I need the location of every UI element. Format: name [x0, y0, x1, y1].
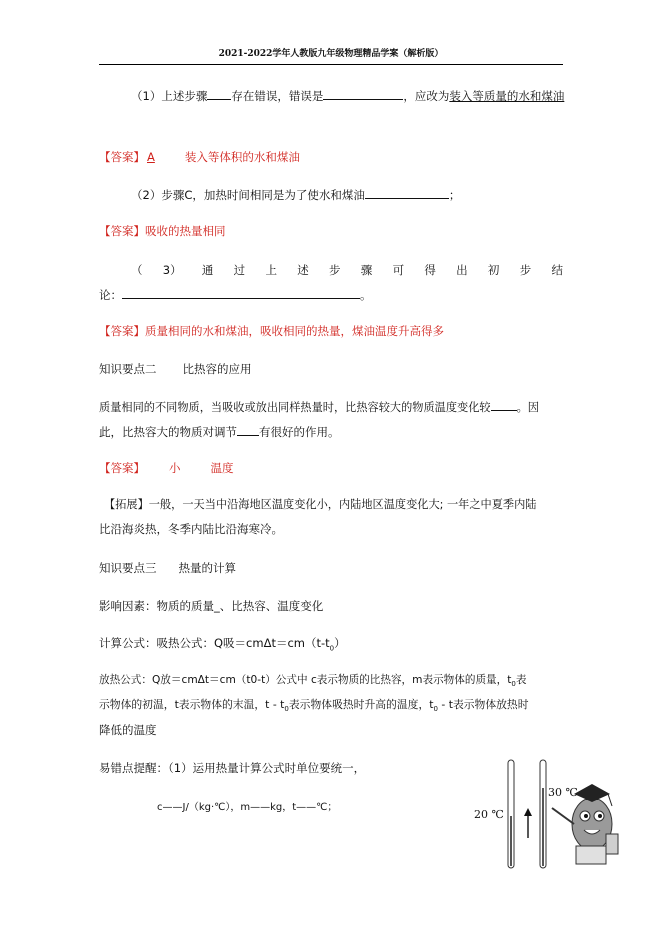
factors-text: 物质的质量_、比热容、温度变化 — [156, 599, 324, 613]
knowledge-point-3 — [99, 560, 236, 576]
section-name: 热量的计算 — [178, 561, 236, 575]
formula2-subscript: 0 — [433, 705, 438, 714]
q3-char: 结 — [551, 263, 563, 277]
formula2-text: - t表示物体放热时 — [437, 698, 529, 711]
formula2-subscript: 0 — [284, 705, 289, 714]
formula-absorb — [99, 635, 346, 656]
section-title: 知识要点三 — [99, 561, 157, 575]
q1-prefix: （1）上述步骤 — [131, 89, 208, 103]
k2p-text: 。因 — [516, 401, 539, 414]
question-3-line-2 — [99, 286, 372, 303]
q3-char: （ — [131, 263, 143, 277]
knowledge-point-2 — [99, 361, 252, 377]
answer-1-a: A — [147, 150, 155, 164]
k2-paragraph-line-2 — [99, 423, 340, 440]
q1-fix: 装入等质量的水和煤油 — [449, 89, 565, 103]
tips-line-2: c——J/（kg·℃），m——kg，t——℃； — [157, 802, 338, 813]
formula-text: 吸热公式：Q吸＝cmΔt＝cm（t-t — [156, 636, 330, 650]
answer-2-text: 吸收的热量相同 — [145, 224, 226, 238]
answer-tag: 【答案】 — [99, 324, 145, 338]
answer-4-b: 温度 — [210, 461, 234, 475]
answer-3-text: 质量相同的水和煤油，吸收相同的热量，煤油温度升高得多 — [145, 324, 444, 338]
answer-3 — [99, 323, 444, 339]
q3-char: 过 — [233, 263, 246, 277]
formula-end: ） — [334, 636, 346, 650]
formula-subscript: 0 — [329, 644, 335, 653]
q2-text: （2）步骤C，加热时间相同是为了使水和煤油 — [131, 188, 365, 202]
q3-char: 通 — [201, 263, 214, 277]
blank-k2-1 — [491, 398, 517, 411]
q2-end: ； — [448, 188, 461, 202]
thermometer-illustration — [470, 758, 630, 870]
formula2-text: 表示物体吸热时升高的温度，t — [288, 698, 434, 711]
q3-char: 得 — [424, 263, 436, 277]
k2p-text: 此，比热容大的物质对调节 — [99, 425, 237, 439]
q1-mid: 存在错误，错误是 — [231, 89, 324, 103]
q3-char: 出 — [456, 263, 468, 277]
right-temperature-label: 30 ℃ — [548, 786, 578, 799]
q1-suffix: ，应改为 — [403, 89, 450, 103]
q3-char: 上 — [265, 263, 277, 277]
q3-char: 骤 — [360, 263, 373, 277]
influencing-factors — [99, 598, 323, 614]
formula-release-line-1 — [99, 672, 526, 692]
blank-q3 — [122, 286, 360, 299]
k2-paragraph-line-1 — [99, 398, 539, 416]
extension-line-2: 比沿海炎热，冬季内陆比沿海寒冷。 — [99, 522, 283, 536]
q3-char: 可 — [392, 263, 405, 277]
formula2-text: 表 — [515, 674, 527, 686]
formula2-text: 放热公式：Q放＝cmΔt＝cm（t0-t）公式中 c表示物质的比热容，m表示物体的质量，t — [99, 674, 512, 686]
q3-char: 步 — [329, 263, 341, 277]
answer-tag: 【答案】 — [99, 150, 145, 164]
blank-step — [207, 87, 231, 100]
answer-tag: 【答案】 — [99, 224, 145, 238]
answer-4 — [99, 460, 234, 476]
section-name: 比热容的应用 — [182, 362, 252, 376]
section-title: 知识要点二 — [99, 362, 157, 376]
formula-release-line-3: 降低的温度 — [99, 723, 157, 737]
question-3-line-1 — [131, 262, 563, 278]
q3-prefix: 论： — [99, 288, 122, 302]
formula2-text: 示物体的初温，t表示物体的末温，t - t — [99, 698, 285, 711]
answer-2 — [99, 223, 226, 239]
factors-label: 影响因素： — [99, 599, 157, 613]
q3-char: 初 — [487, 263, 500, 277]
tips-line-1: 易错点提醒：（1）运用热量计算公式时单位要统一， — [99, 761, 366, 775]
formula2-subscript: 0 — [511, 680, 516, 689]
question-1 — [131, 87, 564, 104]
q3-char: 步 — [519, 263, 532, 277]
blank-error — [323, 87, 403, 100]
left-temperature-label: 20 ℃ — [474, 808, 504, 821]
q3-char: 述 — [297, 263, 309, 277]
k2p-text: 有很好的作用。 — [259, 425, 340, 439]
answer-1-b: 装入等体积的水和煤油 — [184, 150, 300, 164]
question-2 — [131, 186, 460, 203]
k2p-text: 质量相同的不同物质，当吸收或放出同样热量时，比热容较大的物质温度变化较 — [99, 401, 491, 414]
q3-char: 3） — [162, 263, 182, 277]
answer-tag: 【答案】 — [99, 461, 145, 475]
formula-release-line-2 — [99, 697, 529, 717]
answer-1 — [99, 149, 300, 165]
blank-k2-2 — [237, 423, 259, 436]
answer-4-a: 小 — [169, 461, 181, 475]
page-header: 2021-2022学年人教版九年级物理精品学案（解析版） — [99, 46, 563, 65]
q3-end: 。 — [360, 288, 372, 302]
blank-q2 — [365, 186, 449, 199]
formula-label: 计算公式： — [99, 636, 157, 650]
extension-line-1: 【拓展】一般，一天当中沿海地区温度变化小，内陆地区温度变化大; 一年之中夏季内陆 — [104, 498, 537, 511]
